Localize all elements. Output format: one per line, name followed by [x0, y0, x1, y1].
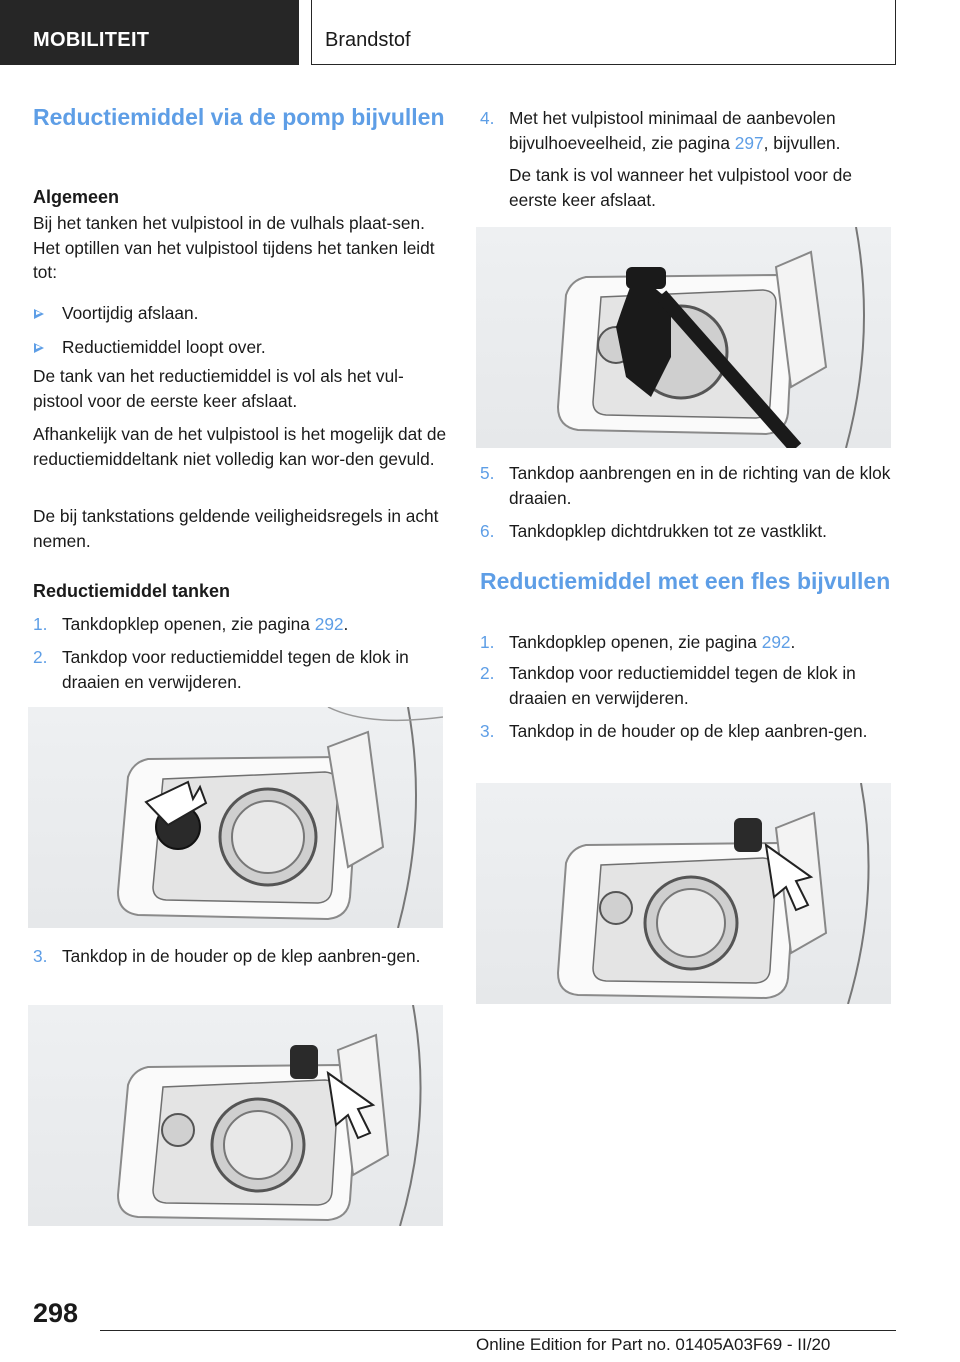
page-link[interactable]: 292	[314, 614, 344, 634]
nozzle-illustration	[476, 227, 891, 448]
subheading-general: Algemeen	[33, 187, 120, 207]
step-item: 5. Tankdop aanbrengen en in de richting van de klok draaien.	[480, 463, 891, 508]
fuel-flap-illustration	[28, 707, 443, 928]
bullet-item: Voortijdig afslaan.	[33, 301, 448, 326]
footer-divider	[100, 1330, 896, 1331]
section-title: MOBILITEIT	[33, 29, 150, 51]
subheading-tank: Reductiemiddel tanken	[33, 581, 231, 601]
section-heading-bottle: Reductiemiddel met een fles bijvullen	[480, 568, 891, 594]
section-heading-pump: Reductiemiddel via de pomp bijvullen	[33, 104, 445, 130]
page-number: 298	[33, 1298, 79, 1328]
paragraph-full-tank: De tank van het reductiemiddel is vol als het vul-pistool voor de eerste keer afslaat.	[33, 366, 404, 411]
page-link[interactable]: 297	[734, 132, 764, 153]
fuel-flap-holder-illustration	[476, 783, 891, 1004]
fuel-flap-holder-illustration	[28, 1005, 443, 1226]
general-paragraph: Bij het tanken het vulpistool in de vulhals plaat-sen. Het optillen van het vulpistool tijdens het tanken leidt tot:	[33, 213, 435, 282]
step-item: 1. Tankdopklep openen, zie pagina 292.	[33, 614, 349, 634]
triangle-bullet-icon	[34, 309, 44, 319]
topic-tab	[311, 0, 896, 65]
figure-nozzle-filling	[476, 227, 891, 448]
figure-cap-holder-bottle	[476, 783, 891, 1004]
step-item: 2. Tankdop voor reductiemiddel tegen de klok in draaien en verwijderen.	[480, 663, 856, 708]
step-item: 6. Tankdopklep dichtdrukken tot ze vastklikt.	[480, 521, 827, 541]
step-item: 3. Tankdop in de houder op de klep aanbren-gen.	[33, 946, 421, 966]
triangle-bullet-icon	[34, 343, 44, 353]
bullet-item: Reductiemiddel loopt over.	[33, 335, 448, 360]
paragraph-safety: De bij tankstations geldende veiligheidsregels in acht nemen.	[33, 506, 439, 551]
step-item: 4. Met het vulpistool minimaal de aanbevolen bijvulhoeveelheid, zie pagina 297, bijvullen.	[480, 108, 841, 153]
topic-title: Brandstof	[325, 29, 411, 51]
edition-note: Online Edition for Part no. 01405A03F69 - II/20	[476, 1335, 831, 1354]
figure-cap-removal	[28, 707, 443, 928]
section-tab	[0, 0, 299, 65]
step-item: 1. Tankdopklep openen, zie pagina 292.	[480, 632, 796, 652]
step4-note: De tank is vol wanneer het vulpistool voor de eerste keer afslaat.	[509, 165, 852, 210]
paragraph-filler-nozzle: Afhankelijk van de het vulpistool is het mogelijk dat de reductiemiddeltank niet volledig kan wor-den gevuld.	[33, 424, 447, 469]
step-item: 3. Tankdop in de houder op de klep aanbren-gen.	[480, 721, 868, 741]
figure-cap-holder	[28, 1005, 443, 1226]
page-link[interactable]: 292	[761, 632, 791, 652]
step-item: 2. Tankdop voor reductiemiddel tegen de klok in draaien en verwijderen.	[33, 647, 409, 692]
